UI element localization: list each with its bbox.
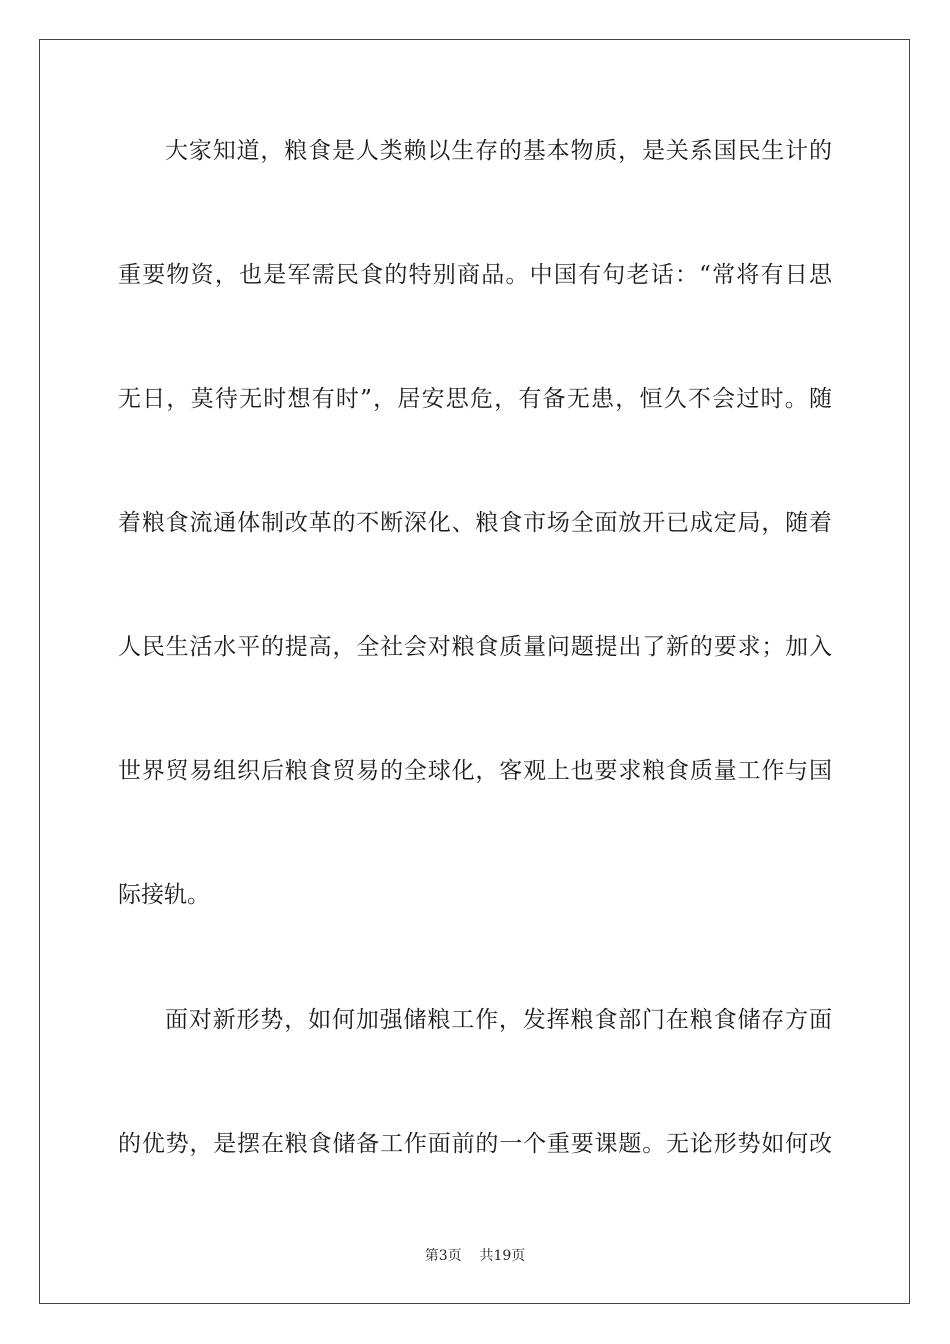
total-label-suffix: 页 <box>511 1248 526 1264</box>
paragraph-1-line-7: 际接轨。 <box>118 882 210 908</box>
paragraph-1-line-6: 世界贸易组织后粮食贸易的全球化，客观上也要求粮食质量工作与国 <box>118 758 832 784</box>
page-label-suffix: 页 <box>447 1248 462 1264</box>
paragraph-1-line-5: 人民生活水平的提高，全社会对粮食质量问题提出了新的要求；加入 <box>118 634 832 660</box>
total-label-prefix: 共 <box>479 1248 494 1264</box>
total-pages: 19 <box>493 1248 512 1264</box>
paragraph-1-line-2: 重要物资，也是军需民食的特别商品。中国有句老话：“常将有日思 <box>118 262 832 288</box>
page-number: 3 <box>438 1248 448 1264</box>
page-label-prefix: 第 <box>424 1248 439 1264</box>
page-border <box>39 39 910 1304</box>
paragraph-1-line-4: 着粮食流通体制改革的不断深化、粮食市场全面放开已成定局，随着 <box>118 510 832 536</box>
paragraph-2-line-1: 面对新形势，如何加强储粮工作，发挥粮食部门在粮食储存方面 <box>165 1007 832 1033</box>
paragraph-1-line-3: 无日，莫待无时想有时”，居安思危，有备无患，恒久不会过时。随 <box>118 386 832 412</box>
paragraph-1-line-1: 大家知道，粮食是人类赖以生存的基本物质，是关系国民生计的 <box>165 138 832 164</box>
page-footer <box>0 1247 950 1265</box>
paragraph-2-line-2: 的优势，是摆在粮食储备工作面前的一个重要课题。无论形势如何改 <box>118 1131 832 1157</box>
